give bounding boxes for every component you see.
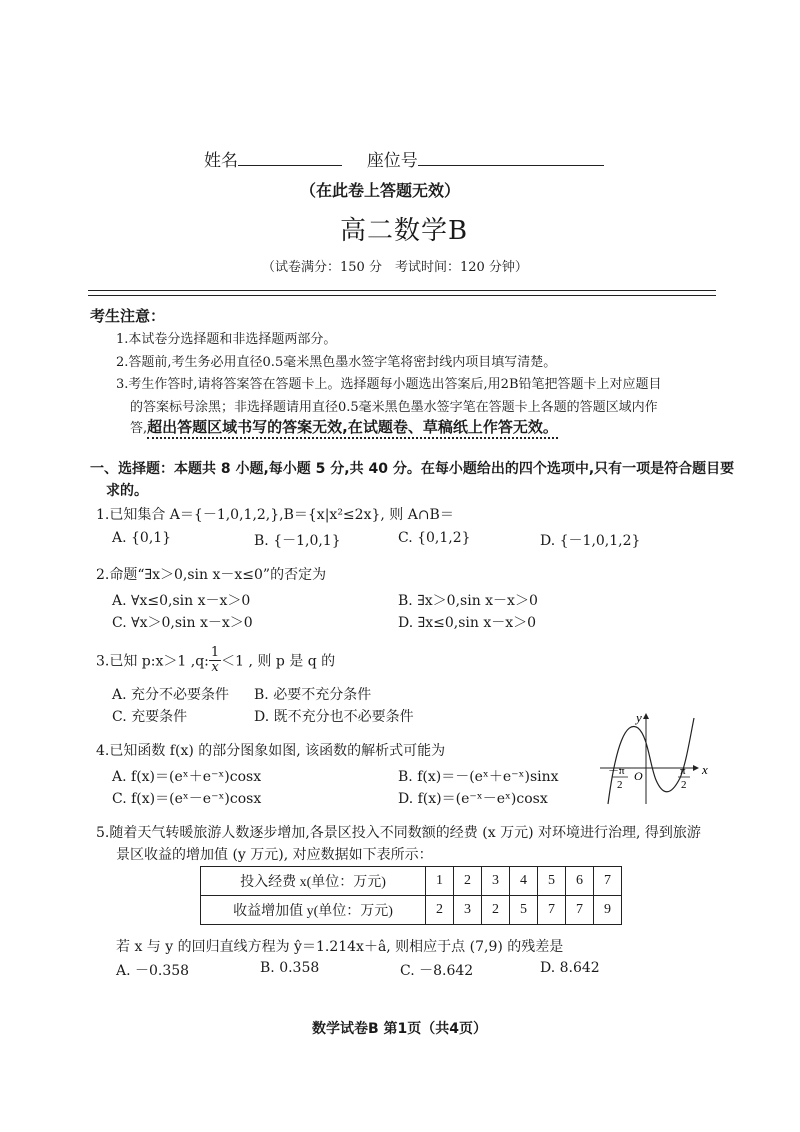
- question-4-option-b: B. f(x)＝－(eˣ＋e⁻ˣ)sinx: [398, 769, 559, 785]
- table-cell: 1: [426, 867, 454, 896]
- question-2-option-a: A. ∀x≤0,sin x－x＞0: [112, 593, 251, 609]
- question-5-option-b: B. 0.358: [260, 960, 320, 976]
- seat-label: 座位号: [366, 151, 418, 171]
- table-cell: 7: [594, 867, 622, 896]
- data-table: [200, 866, 622, 925]
- notice-item-3-line-2: 的答案标号涂黑；非选择题请用直径0.5毫米黑色墨水签字笔在答题卡上各题的答题区域内作: [130, 400, 658, 415]
- header-rule-top: [88, 290, 716, 291]
- notice-item-1: 1.本试卷分选择题和非选择题两部分。: [116, 332, 337, 347]
- question-4-option-d: D. f(x)＝(e⁻ˣ－eˣ)cosx: [398, 791, 548, 807]
- section-heading-line-1: 一、选择题：本题共 8 小题,每小题 5 分,共 40 分。在每小题给出的四个选项中,只有一项是符合题目要: [90, 461, 735, 477]
- question-2-option-b: B. ∃x＞0,sin x－x＞0: [398, 593, 538, 609]
- page-footer: 数学试卷B 第1页（共4页）: [312, 1021, 488, 1037]
- question-5-stem-line-2: 景区收益的增加值 (y 万元), 对应数据如下表所示：: [116, 847, 433, 863]
- graph-pi-denominator: 2: [681, 779, 687, 791]
- table-cell: 3: [454, 896, 482, 925]
- question-5-stem-line-1: 5.随着天气转暖旅游人数逐步增加,各景区投入不同数额的经费 (x 万元) 对环境进行治理, 得到旅游: [96, 825, 701, 841]
- table-cell: 2: [426, 896, 454, 925]
- notice-item-3-line-3: [130, 416, 558, 437]
- name-field: [204, 146, 604, 171]
- question-3-stem: [96, 646, 335, 686]
- exam-info: （试卷满分：150 分 考试时间：120 分钟）: [262, 260, 528, 275]
- invalid-note: （在此卷上答题无效）: [300, 181, 461, 200]
- table-cell: 3: [482, 867, 510, 896]
- table-cell: 7: [538, 896, 566, 925]
- table-cell: 2: [482, 896, 510, 925]
- question-1-option-c: C. {0,1,2}: [398, 530, 471, 546]
- question-3-stem-a: 3.已知 p:x＞1 ,q:: [96, 653, 209, 670]
- question-3-option-a: A. 充分不必要条件: [112, 687, 230, 703]
- notice-heading: 考生注意：: [90, 307, 166, 325]
- question-1-option-b: B. {－1,0,1}: [254, 533, 341, 549]
- question-5-option-d: D. 8.642: [540, 960, 600, 976]
- question-4-option-c: C. f(x)＝(eˣ－e⁻ˣ)cosx: [112, 791, 262, 807]
- question-1-option-d: D. {－1,0,1,2}: [540, 533, 641, 549]
- name-blank-line: [238, 165, 342, 166]
- question-1-option-a: A. {0,1}: [112, 530, 172, 546]
- section-heading-line-2: 求的。: [106, 483, 148, 499]
- question-3-option-b: B. 必要不充分条件: [254, 687, 372, 703]
- table-cell: 9: [594, 896, 622, 925]
- header-rule-bottom: [88, 295, 716, 296]
- fraction-denominator: x: [211, 660, 219, 675]
- question-2-stem: 2.命题“∃x＞0,sin x－x≤0”的否定为: [96, 567, 327, 583]
- name-label: 姓名: [204, 151, 238, 171]
- graph-x-label: x: [702, 762, 708, 777]
- question-4-stem: 4.已知函数 f(x) 的部分图象如图, 该函数的解析式可能为: [96, 743, 446, 759]
- graph-neg-pi-denominator: 2: [617, 779, 623, 791]
- notice-item-3-line-1: 3.考生作答时,请将答案答在答题卡上。选择题每小题选出答案后,用2B铅笔把答题卡上对应题目: [116, 377, 662, 392]
- question-3-option-c: C. 充要条件: [112, 709, 188, 725]
- notice-emphasis: 超出答题区域书写的答案无效,在试题卷、草稿纸上作答无效。: [147, 418, 558, 439]
- question-2-option-c: C. ∀x＞0,sin x－x＞0: [112, 615, 253, 631]
- table-cell: 5: [538, 867, 566, 896]
- question-3-option-d: D. 既不充分也不必要条件: [254, 709, 414, 725]
- table-row-label: 投入经费 x(单位：万元): [201, 867, 426, 896]
- graph-y-label: y: [636, 710, 642, 725]
- question-3-stem-b: ＜1 , 则 p 是 q 的: [221, 653, 336, 670]
- question-2-option-d: D. ∃x≤0,sin x－x＞0: [398, 615, 537, 631]
- table-cell: 4: [510, 867, 538, 896]
- fraction-one-over-x: [209, 646, 221, 675]
- fraction-numerator: 1: [210, 645, 220, 660]
- table-cell: 2: [454, 867, 482, 896]
- notice-item-2: 2.答题前,考生务必用直径0.5毫米黑色墨水签字笔将密封线内项目填写清楚。: [116, 355, 557, 370]
- graph-origin-label: O: [634, 769, 643, 783]
- table-row: [201, 867, 622, 896]
- page-title: 高二数学B: [340, 216, 469, 246]
- question-5-option-c: C. －8.642: [400, 963, 474, 979]
- graph-pi-label: π: [680, 765, 686, 777]
- function-curve: [608, 718, 694, 804]
- table-row-label: 收益增加值 y(单位：万元): [201, 896, 426, 925]
- function-graph: [598, 708, 714, 808]
- table-row: [201, 896, 622, 925]
- question-5-option-a: A. －0.358: [116, 963, 190, 979]
- table-cell: 7: [566, 896, 594, 925]
- table-cell: 6: [566, 867, 594, 896]
- question-5-regression: 若 x 与 y 的回归直线方程为 ŷ＝1.214x＋â, 则相应于点 (7,9) 的残差是: [116, 939, 564, 955]
- seat-blank-line: [418, 165, 604, 166]
- notice-item-3-prefix: 答,: [130, 421, 148, 436]
- graph-neg-pi-label: －π: [608, 765, 625, 777]
- question-1-stem: 1.已知集合 A＝{－1,0,1,2,},B＝{x|x²≤2x}, 则 A∩B＝: [96, 507, 454, 523]
- table-cell: 5: [510, 896, 538, 925]
- question-4-option-a: A. f(x)＝(eˣ＋e⁻ˣ)cosx: [112, 769, 262, 785]
